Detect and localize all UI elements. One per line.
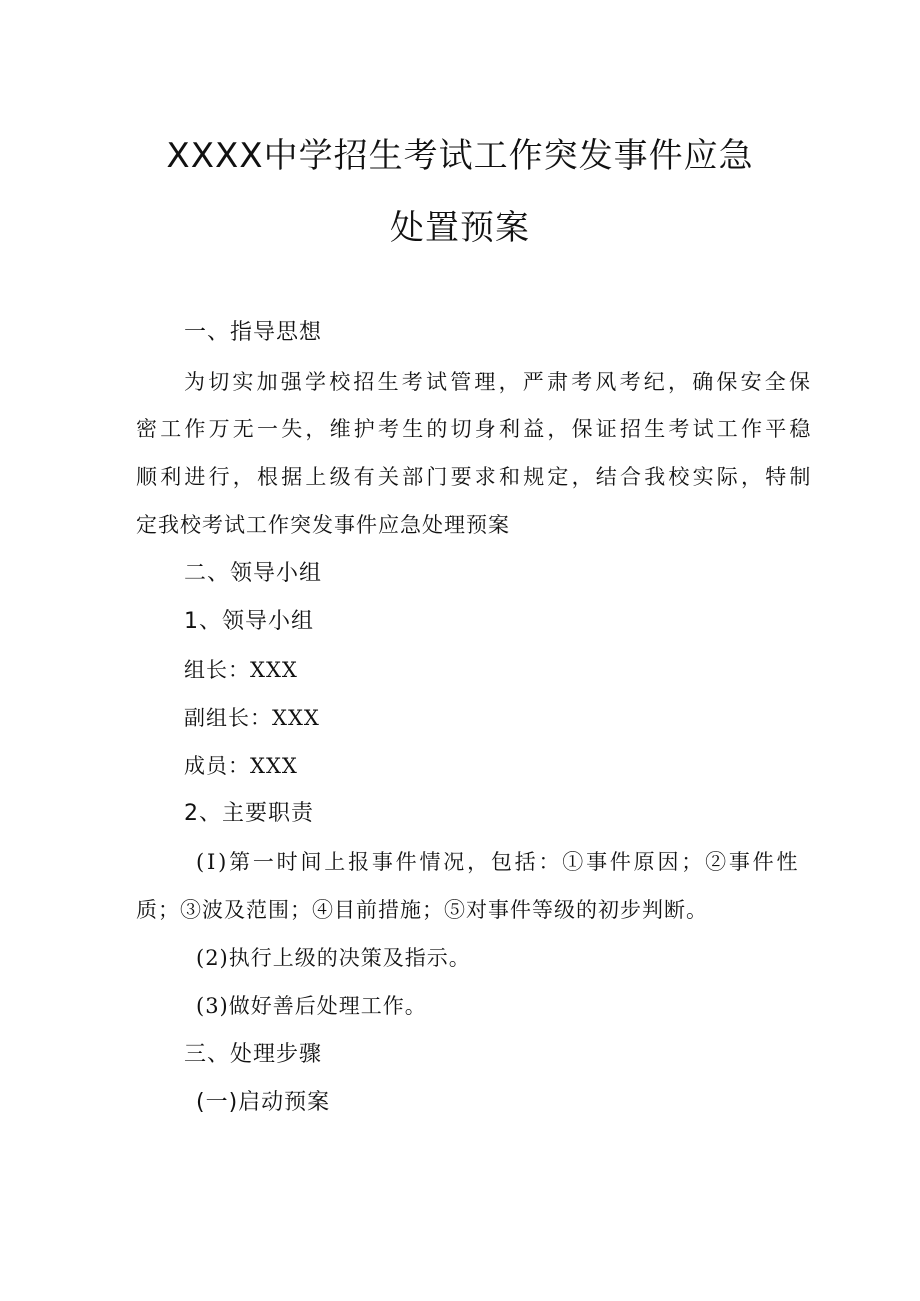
duty-item-2: (2)执行上级的决策及指示。 (196, 946, 471, 970)
section-2-sub-1-heading: 1、领导小组 (184, 609, 314, 634)
section-1-paragraph-line: 密工作万无一失，维护考生的切身利益，保证招生考试工作平稳 (136, 417, 814, 441)
section-3-heading: 三、处理步骤 (184, 1042, 323, 1067)
group-vice-leader: 副组长：XXX (184, 706, 320, 730)
section-2-sub-2-heading: 2、主要职责 (184, 801, 314, 826)
section-2-heading: 二、领导小组 (184, 561, 323, 586)
section-1-paragraph-line: 顺利进行，根据上级有关部门要求和规定，结合我校实际，特制 (136, 465, 814, 489)
duty-item-3: (3)做好善后处理工作。 (196, 994, 427, 1018)
section-1-paragraph-line: 定我校考试工作突发事件应急处理预案 (136, 513, 510, 537)
group-leader: 组长：XXX (184, 658, 298, 682)
section-3-sub-1-heading: (一)启动预案 (196, 1090, 331, 1115)
group-members: 成员：XXX (184, 754, 298, 778)
section-1-paragraph-line: 为切实加强学校招生考试管理，严肃考风考纪，确保安全保 (184, 370, 814, 394)
duty-item-1-line: 质；③波及范围；④目前措施；⑤对事件等级的初步判断。 (136, 898, 708, 922)
duty-item-1-line: (I)第一时间上报事件情况，包括：①事件原因；②事件性 (196, 850, 801, 874)
document-title-line-2: 处置预案 (390, 208, 530, 248)
document-title-line-1: XXXX中学招生考试工作突发事件应急 (166, 136, 754, 176)
section-1-heading: 一、指导思想 (184, 320, 323, 345)
